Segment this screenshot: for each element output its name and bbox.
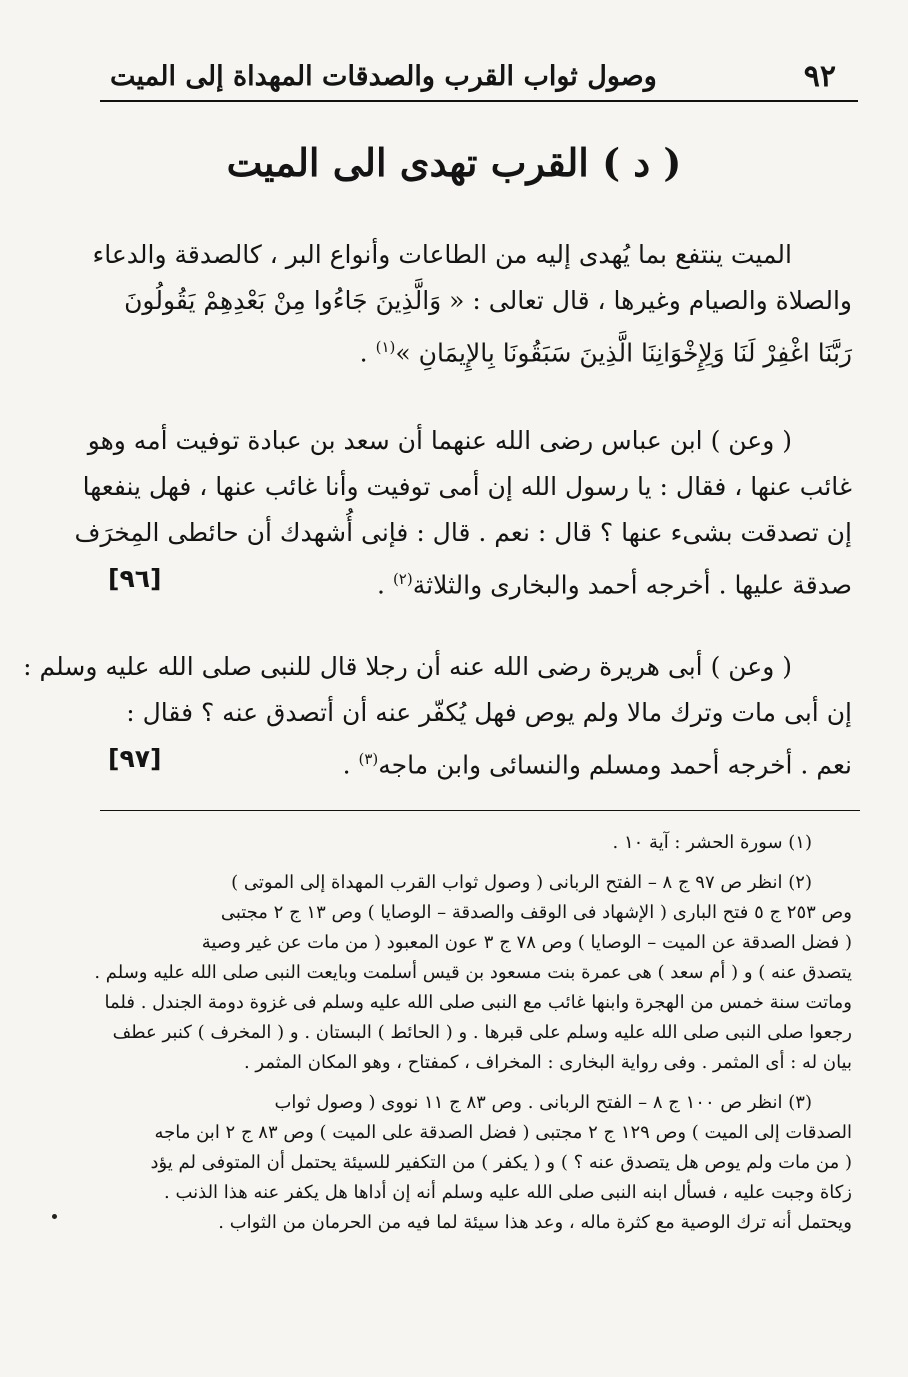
footnote-2: [94, 868, 852, 1078]
text-line: [108, 556, 852, 608]
text-line: الميت ينتفع بما يُهدى إليه من الطاعات وأنواع البر ، كالصدقة والدعاء: [92, 240, 792, 269]
text-line: [108, 324, 852, 376]
footnote-line: ويحتمل أنه ترك الوصية مع كثرة ماله ، وعد هذا سيئة لما فيه من الحرمان من الثواب .: [218, 1212, 852, 1233]
running-title: وصول ثواب القرب والصدقات المهداة إلى الميت: [110, 60, 657, 92]
footnote-line: وص ٢٥٣ ج ٥ فتح البارى ( الإشهاد فى الوقف والصدقة – الوصايا ) وص ١٣ ج ٢ مجتبى: [220, 902, 852, 923]
footnote-line: بيان له : أى المثمر . وفى رواية البخارى : المخراف ، كمفتاح ، وهو المكان المثمر .: [243, 1052, 852, 1073]
footnote-line: وماتت سنة خمس من الهجرة وابنها غائب مع النبى صلى الله عليه وسلم فى غزوة دومة الجندل . فلما: [104, 992, 852, 1013]
source-text: نعم . أخرجه أحمد ومسلم والنسائى وابن ماجه: [378, 750, 852, 780]
footnotes: [94, 828, 852, 1248]
page-header: [100, 52, 858, 102]
footnote-line: رجعوا صلى النبى صلى الله عليه وسلم على قبرها . و ( الحائط ) البستان . و ( المخرف ) كنبر عطف: [112, 1022, 852, 1043]
footnote-line: (١) سورة الحشر : آية ١٠ .: [612, 832, 812, 853]
footnote-3: [108, 1088, 852, 1238]
footnote-line: الصدقات إلى الميت ) وص ١٢٩ ج ٢ مجتبى ( فضل الصدقة على الميت ) وص ٨٣ ج ٢ ابن ماجه: [154, 1122, 852, 1143]
line-trail: .: [377, 570, 393, 600]
hadith-96: [74, 418, 852, 608]
footnote-ref: (١): [375, 338, 396, 356]
text-line: ( وعن ) ابن عباس رضى الله عنهما أن سعد بن عبادة توفيت أمه وهو: [87, 426, 792, 455]
footnote-line: ( من مات ولم يوص هل يتصدق عنه ؟ ) و ( يكفر ) من التكفير للسيئة يحتمل أن المتوفى لم يؤد: [150, 1152, 852, 1173]
chapter-title: ( د ) القرب تهدى الى الميت: [226, 140, 682, 185]
hadith-97: [23, 644, 852, 788]
footnote-line: يتصدق عنه ) و ( أم سعد ) هى عمرة بنت مسعود بن قيس أسلمت وبايعت النبى صلى الله عليه وسلم .: [94, 962, 852, 983]
text-line: والصلاة والصيام وغيرها ، قال تعالى : « وَالَّذِينَ جَاءُوا مِنْ بَعْدِهِمْ يَقُولُونَ: [124, 286, 852, 315]
text-line: ( وعن ) أبى هريرة رضى الله عنه أن رجلا قال للنبى صلى الله عليه وسلم :: [23, 652, 792, 681]
paragraph-intro: [92, 232, 852, 376]
footnote-line: (٣) انظر ص ١٠٠ ج ٨ – الفتح الربانى . وص ٨٣ ج ١١ نووى ( وصول ثواب: [274, 1092, 812, 1113]
hadith-number: [٩٧]: [108, 744, 162, 773]
text-line: غائب عنها ، فقال : يا رسول الله إن أمى توفيت وأنا غائب عنها ، فهل ينفعها: [82, 472, 852, 501]
text-line: [108, 736, 852, 788]
text-line: إن تصدقت بشىء عنها ؟ قال : نعم . قال : فإنى أُشهدك أن حائطى المِخرَف: [74, 518, 852, 547]
footnote-line: (٢) انظر ص ٩٧ ج ٨ – الفتح الربانى ( وصول ثواب القرب المهداة إلى الموتى ): [231, 872, 812, 893]
page-number: ٩٢: [803, 58, 836, 94]
ink-speck: [52, 1214, 57, 1219]
source-text: صدقة عليها . أخرجه أحمد والبخارى والثلاثة: [412, 570, 852, 600]
footnote-line: ( فضل الصدقة عن الميت – الوصايا ) وص ٧٨ ج ٣ عون المعبود ( من مات عن غير وصية: [201, 932, 852, 953]
footnote-ref: (٢): [392, 570, 413, 588]
line-trail: .: [342, 750, 359, 780]
line-trail: .: [359, 338, 376, 368]
footnote-1: [108, 828, 852, 858]
footnote-divider: [100, 810, 860, 811]
quran-verse-end: رَبَّنَا اغْفِرْ لَنَا وَلِإِخْوَانِنَا الَّذِينَ سَبَقُونَا بِالإِيمَانِ »: [395, 338, 852, 368]
footnote-ref: (٣): [358, 750, 379, 768]
footnote-line: زكاة وجبت عليه ، فسأل ابنه النبى صلى الله عليه وسلم أنه إن أداها هل يكفر عنه هذا الذنب .: [164, 1182, 852, 1203]
hadith-number: [٩٦]: [108, 564, 162, 593]
text-line: إن أبى مات وترك مالا ولم يوص فهل يُكفّر عنه أن أتصدق عنه ؟ فقال :: [126, 698, 852, 727]
